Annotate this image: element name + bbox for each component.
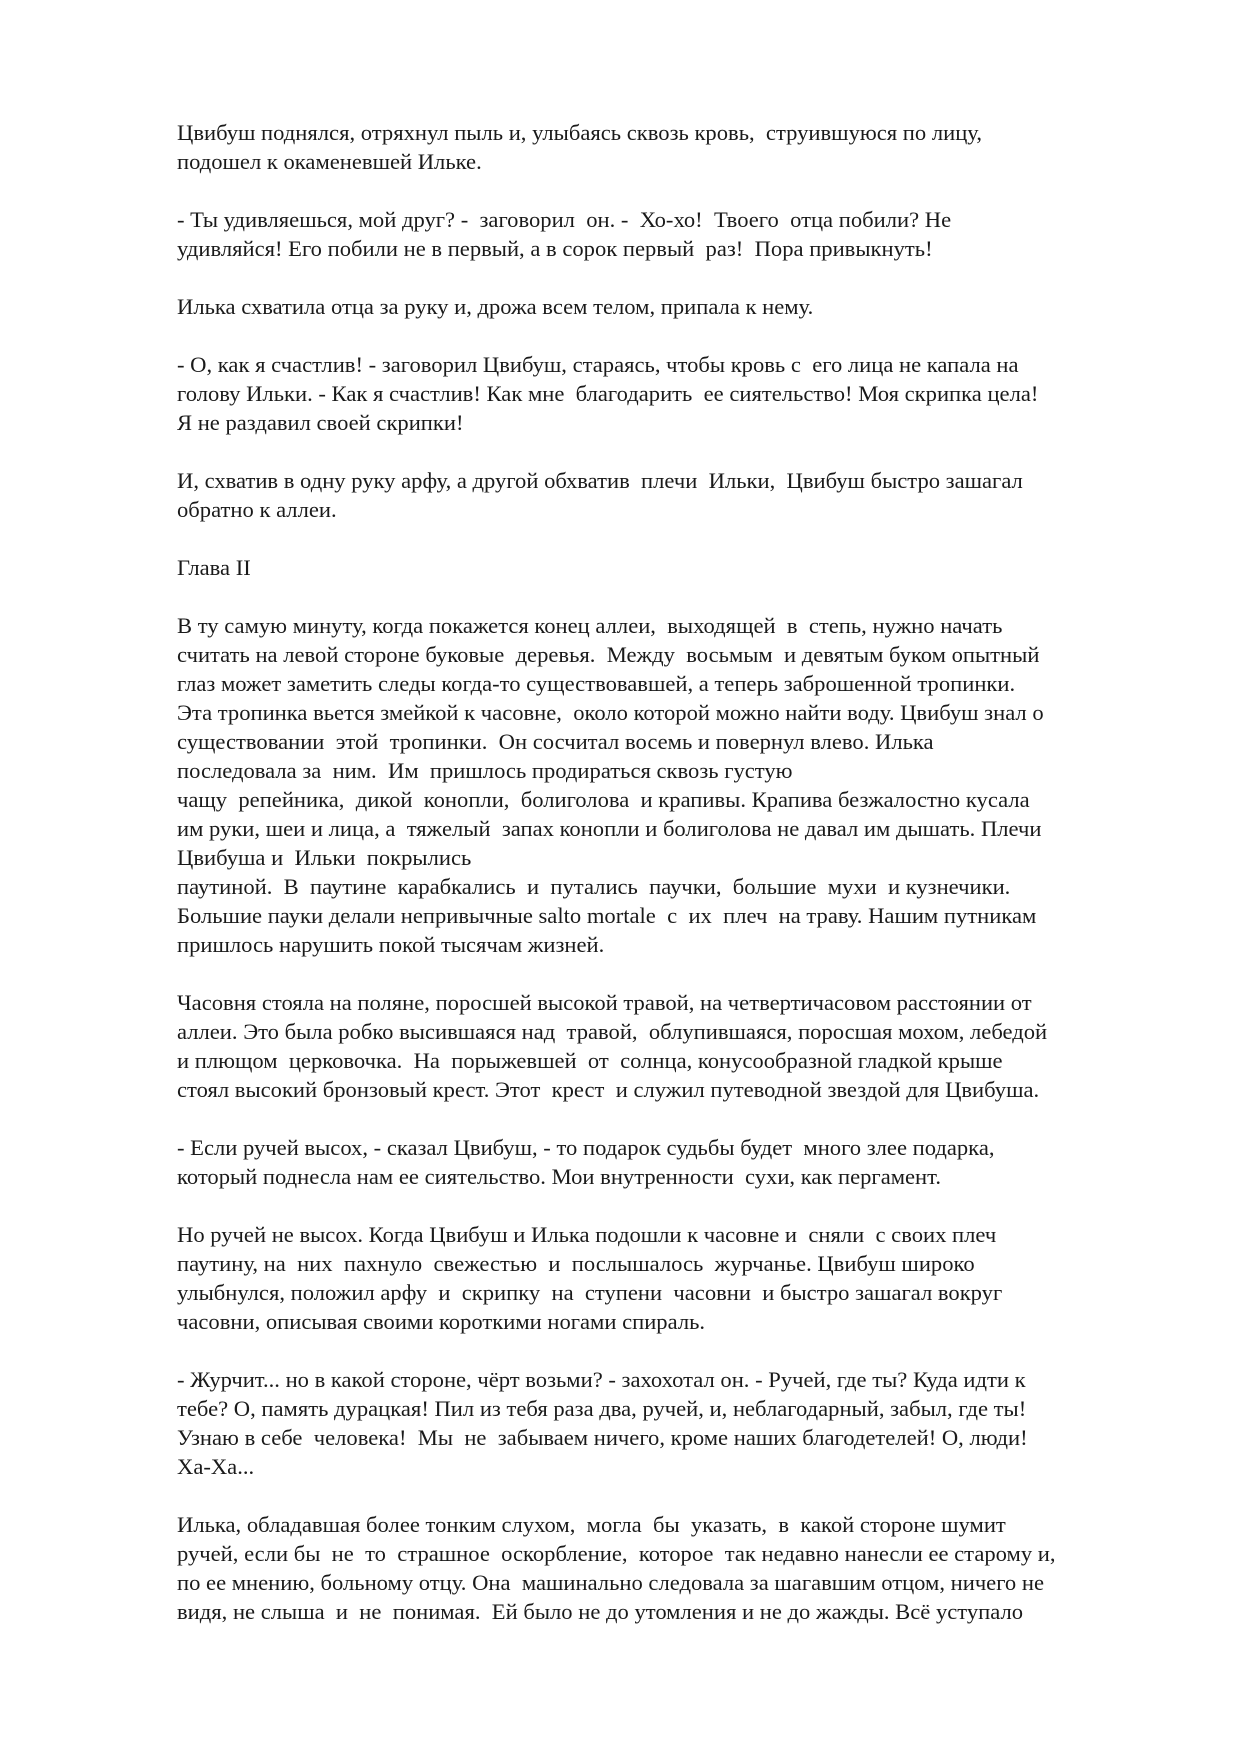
paragraph-line: паутиной. В паутине карабкались и путались паучки, большие мухи и кузнечики. [177,874,1011,899]
paragraph-line: - Если ручей высох, - сказал Цвибуш, - то подарок судьбы будет много злее подарка, [177,1135,995,1160]
paragraph-line: Ха-Ха... [177,1454,255,1479]
paragraph-line: И, схватив в одну руку арфу, а другой обхватив плечи Ильки, Цвибуш быстро зашагал [177,468,1023,493]
paragraph-line: Илька, обладавшая более тонким слухом, могла бы указать, в какой стороне шумит [177,1512,1006,1537]
paragraph-line: Но ручей не высох. Когда Цвибуш и Илька подошли к часовне и сняли с своих плеч [177,1222,997,1247]
paragraph [177,611,1167,959]
paragraph-line: паутину, на них пахнуло свежестью и послышалось журчанье. Цвибуш широко [177,1251,975,1276]
paragraph-line: и плющом церковочка. На порыжевшей от солнца, конусообразной гладкой крыше [177,1048,1003,1073]
paragraph [177,1510,1167,1626]
paragraph [177,350,1167,437]
paragraph [177,553,1167,582]
paragraph-line: ручей, если бы не то страшное оскорбление, которое так недавно нанесли ее старому и, [177,1541,1056,1566]
paragraph-line: последовала за ним. Им пришлось продираться сквозь густую [177,758,793,783]
paragraph-line: чащу репейника, дикой конопли, болиголова и крапивы. Крапива безжалостно кусала [177,787,1030,812]
paragraph-line: Эта тропинка вьется змейкой к часовне, около которой можно найти воду. Цвибуш знал о [177,700,1044,725]
paragraph [177,466,1167,524]
paragraph-line: - Журчит... но в какой стороне, чёрт возьми? - захохотал он. - Ручей, где ты? Куда идти к [177,1367,1026,1392]
paragraph-line: видя, не слыша и не понимая. Ей было не до утомления и не до жажды. Всё уступало [177,1599,1024,1624]
document-body [177,118,1167,1655]
paragraph-line: подошел к окаменевшей Ильке. [177,149,482,174]
paragraph-line: удивляйся! Его побили не в первый, а в сорок первый раз! Пора привыкнуть! [177,236,933,261]
paragraph-line: пришлось нарушить покой тысячам жизней. [177,932,605,957]
paragraph-line: им руки, шеи и лица, а тяжелый запах конопли и болиголова не давал им дышать. Плечи [177,816,1042,841]
paragraph [177,1365,1167,1481]
paragraph-line: улыбнулся, положил арфу и скрипку на ступени часовни и быстро зашагал вокруг [177,1280,1003,1305]
paragraph-line: Цвибуша и Ильки покрылись [177,845,472,870]
paragraph-line: глаз может заметить следы когда-то существовавшей, а теперь заброшенной тропинки. [177,671,1016,696]
paragraph-line: В ту самую минуту, когда покажется конец аллеи, выходящей в степь, нужно начать [177,613,1003,638]
paragraph-line: Глава II [177,555,251,580]
paragraph-line: - О, как я счастлив! - заговорил Цвибуш, стараясь, чтобы кровь с его лица не капала на [177,352,1019,377]
paragraph-line: существовании этой тропинки. Он сосчитал восемь и повернул влево. Илька [177,729,934,754]
paragraph-line: голову Ильки. - Как я счастлив! Как мне благодарить ее сиятельство! Моя скрипка цела! [177,381,1039,406]
paragraph-line: Илька схватила отца за руку и, дрожа всем телом, припала к нему. [177,294,814,319]
paragraph-line: - Ты удивляешься, мой друг? - заговорил он. - Хо-хо! Твоего отца побили? Не [177,207,952,232]
paragraph-line: аллеи. Это была робко высившаяся над травой, облупившаяся, поросшая мохом, лебедой [177,1019,1048,1044]
paragraph-line: Цвибуш поднялся, отряхнул пыль и, улыбаясь сквозь кровь, струившуюся по лицу, [177,120,982,145]
paragraph [177,1220,1167,1336]
paragraph-line: считать на левой стороне буковые деревья. Между восьмым и девятым буком опытный [177,642,1040,667]
paragraph-line: Я не раздавил своей скрипки! [177,410,464,435]
paragraph-line: который поднесла нам ее сиятельство. Мои внутренности сухи, как пергамент. [177,1164,941,1189]
paragraph-line: по ее мнению, больному отцу. Она машинально следовала за шагавшим отцом, ничего не [177,1570,1044,1595]
paragraph-line: Часовня стояла на поляне, поросшей высокой травой, на четвертичасовом расстоянии от [177,990,1032,1015]
paragraph-line: Узнаю в себе человека! Мы не забываем ничего, кроме наших благодетелей! О, люди! [177,1425,1028,1450]
paragraph [177,292,1167,321]
paragraph [177,205,1167,263]
paragraph [177,118,1167,176]
paragraph-line: обратно к аллеи. [177,497,337,522]
paragraph [177,988,1167,1104]
paragraph-line: часовни, описывая своими короткими ногами спираль. [177,1309,706,1334]
paragraph-line: тебе? О, память дурацкая! Пил из тебя раза два, ручей, и, неблагодарный, забыл, где ты! [177,1396,1027,1421]
paragraph-line: Большие пауки делали непривычные salto mortale с их плеч на траву. Нашим путникам [177,903,1037,928]
paragraph [177,1133,1167,1191]
paragraph-line: стоял высокий бронзовый крест. Этот крест и служил путеводной звездой для Цвибуша. [177,1077,1040,1102]
